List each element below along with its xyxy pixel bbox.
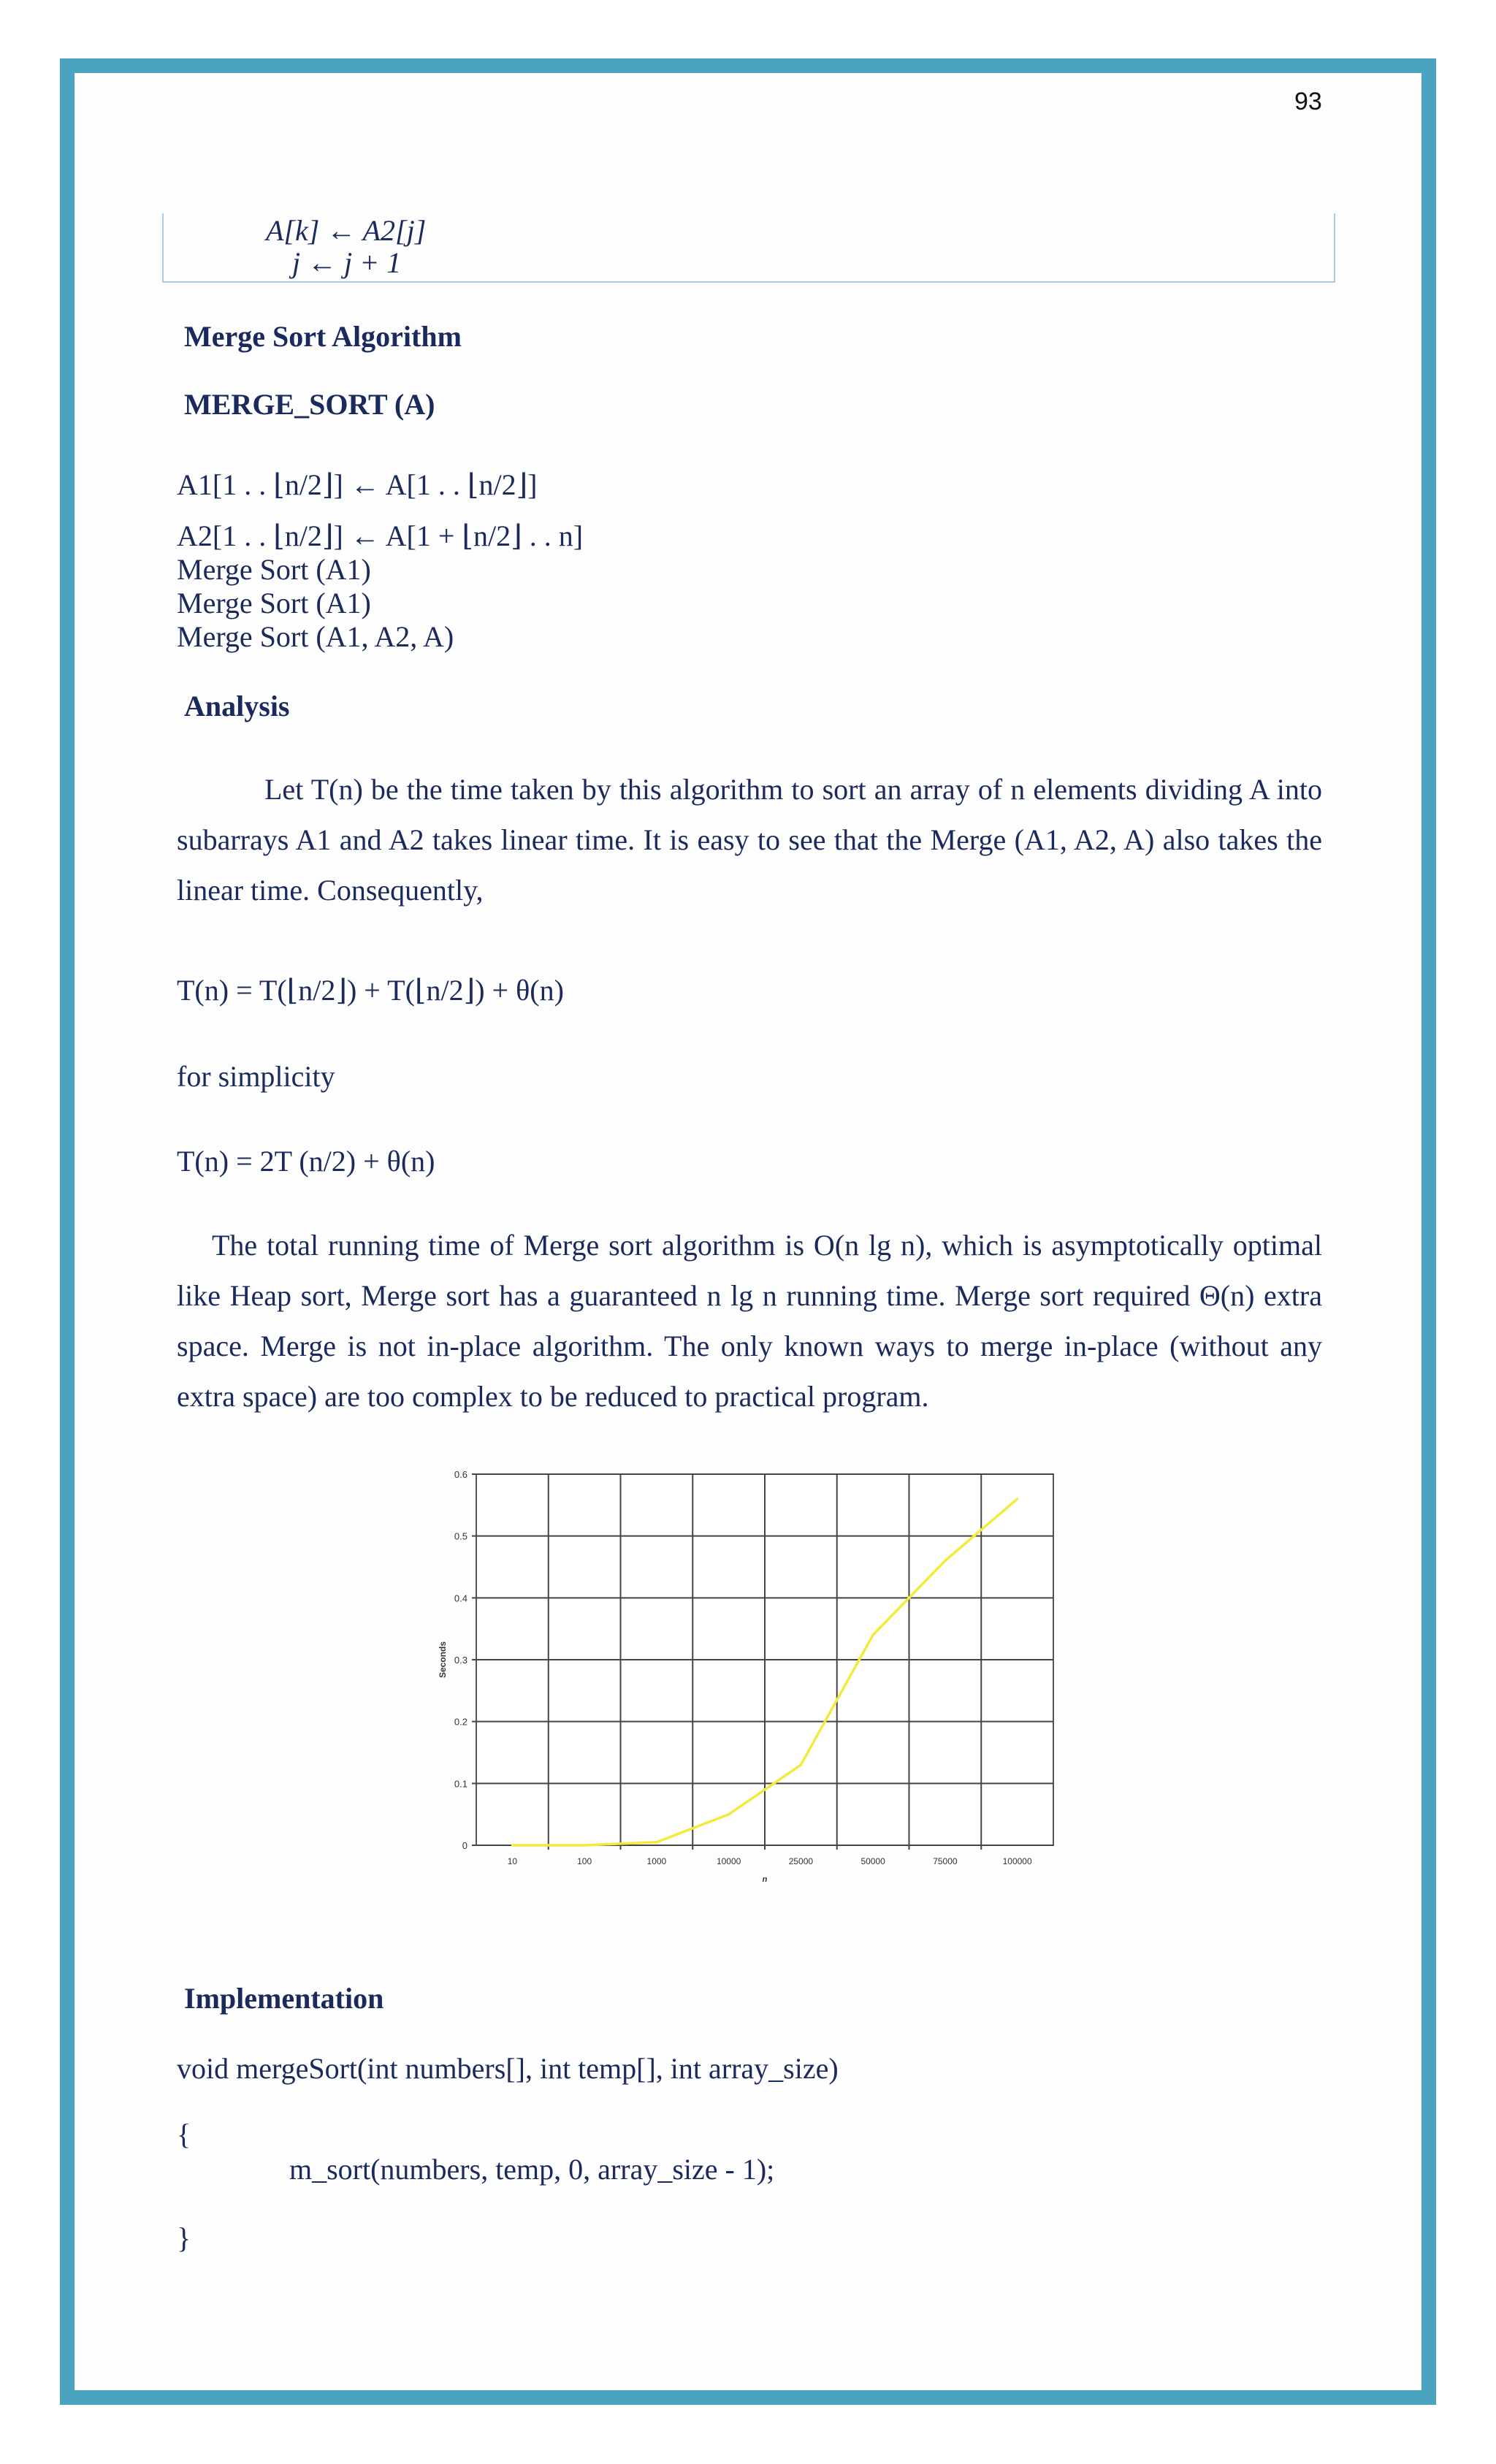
running-time-paragraph: The total running time of Merge sort algorithm is O(n lg n), which is asymptotically optimal like Heap sort, Merge sort has a guaranteed n lg n running time. Merge sort required Θ(n) extra space. Merge is not in-place algorithm. The only known ways to merge in-place (without any extra space) are too complex to be reduced to practical program. xyxy=(177,1229,1322,1413)
impl-line-2: { xyxy=(177,2118,191,2151)
algorithm-line-4: Merge Sort (A1) xyxy=(177,587,371,619)
x-tick-label: 25000 xyxy=(788,1856,814,1866)
y-tick-label: 0.3 xyxy=(454,1655,468,1666)
data-point xyxy=(728,1813,730,1815)
heading-implementation: Implementation xyxy=(184,1982,384,2015)
x-axis-label: n xyxy=(762,1875,768,1884)
chart-svg xyxy=(431,1461,1074,1899)
x-tick-label: 10 xyxy=(507,1856,518,1866)
code-fragment-box xyxy=(162,213,1335,283)
x-tick-label: 75000 xyxy=(933,1856,958,1866)
page-number: 93 xyxy=(1294,88,1322,115)
data-point xyxy=(584,1844,586,1846)
heading-merge-sort: Merge Sort Algorithm xyxy=(184,320,462,353)
x-tick-label: 50000 xyxy=(860,1856,885,1866)
running-time-chart xyxy=(431,1461,1074,1899)
data-point xyxy=(872,1634,874,1636)
code-line-2: j ← j + 1 xyxy=(292,246,402,279)
x-tick-label: 100000 xyxy=(1002,1856,1032,1866)
y-axis-label: Seconds xyxy=(438,1641,448,1679)
code-line-1: A[k] ← A2[j] xyxy=(266,214,427,247)
impl-line-4: } xyxy=(177,2221,191,2254)
for-simplicity: for simplicity xyxy=(177,1060,335,1093)
y-tick-label: 0.4 xyxy=(454,1593,468,1604)
y-tick-label: 0.1 xyxy=(454,1778,468,1790)
y-tick-label: 0.6 xyxy=(454,1469,468,1480)
x-tick-label: 1000 xyxy=(646,1856,667,1866)
x-tick-label: 10000 xyxy=(716,1856,741,1866)
data-point xyxy=(511,1844,514,1846)
analysis-paragraph: Let T(n) be the time taken by this algorithm to sort an array of n elements dividing A into subarrays A1 and A2 takes linear time. It is easy to see that the Merge (A1, A2, A) also takes the linear time. Consequently, xyxy=(177,773,1322,907)
impl-line-1: void mergeSort(int numbers[], int temp[], int array_size) xyxy=(177,2052,839,2085)
algorithm-line-3: Merge Sort (A1) xyxy=(177,553,371,586)
recurrence-2: T(n) = 2T (n/2) + θ(n) xyxy=(177,1145,435,1178)
impl-line-3: m_sort(numbers, temp, 0, array_size - 1); xyxy=(289,2153,775,2186)
data-point xyxy=(800,1763,802,1766)
y-tick-label: 0.5 xyxy=(454,1530,468,1542)
y-tick-label: 0.2 xyxy=(454,1716,468,1728)
x-tick-label: 100 xyxy=(577,1856,592,1866)
algorithm-line-5: Merge Sort (A1, A2, A) xyxy=(177,620,454,653)
y-tick-label: 0 xyxy=(462,1840,468,1851)
data-point xyxy=(944,1560,946,1562)
algorithm-line-1: A1[1 . . ⌊n/2⌋] ← A[1 . . ⌊n/2⌋] xyxy=(177,468,538,501)
data-point xyxy=(1016,1498,1018,1500)
data-point xyxy=(655,1841,657,1843)
recurrence-1: T(n) = T(⌊n/2⌋) + T(⌊n/2⌋) + θ(n) xyxy=(177,974,564,1007)
algorithm-line-2: A2[1 . . ⌊n/2⌋] ← A[1 + ⌊n/2⌋ . . n] xyxy=(177,519,584,552)
heading-analysis: Analysis xyxy=(184,690,290,722)
merge-sort-signature: MERGE_SORT (A) xyxy=(184,388,435,421)
